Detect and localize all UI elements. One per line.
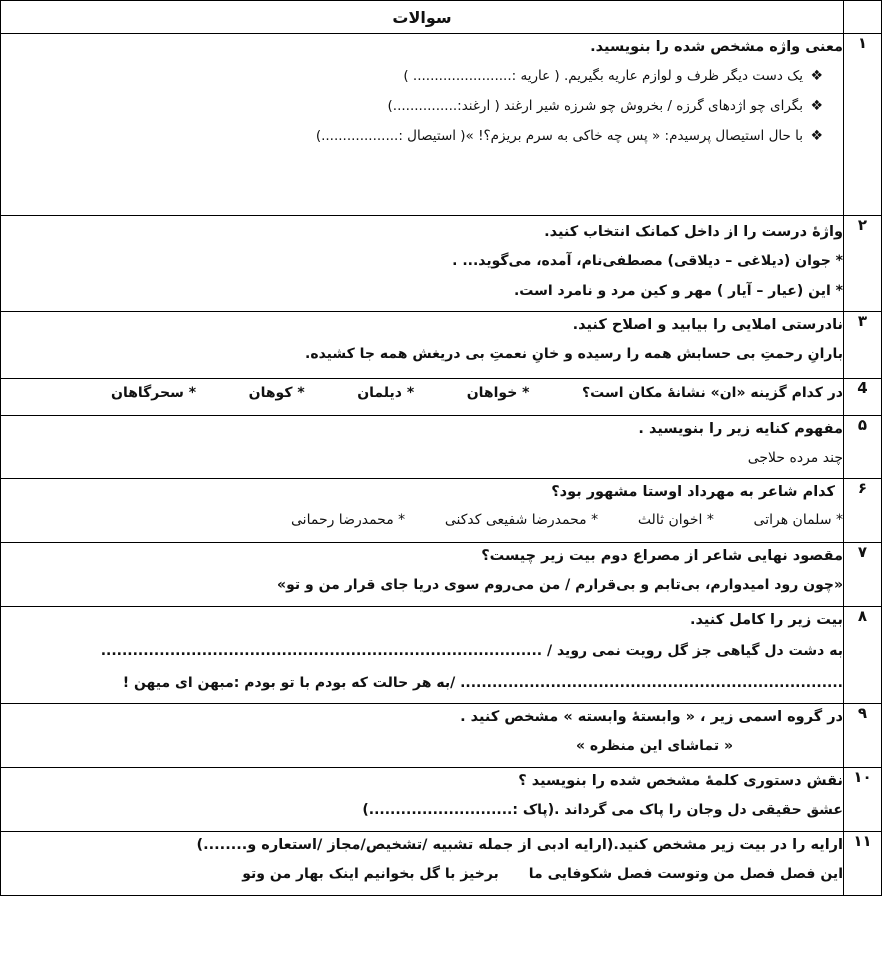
question-line: « تماشای این منظره »: [576, 738, 733, 754]
option-2: * اخوان ثالث: [637, 512, 714, 528]
header-row: [1, 1, 882, 34]
question-number: ۷: [844, 543, 882, 607]
item-text: یک دست دیگر ظرف و لوازم عاریه بگیریم. ( عاریه :....................... ): [403, 68, 803, 84]
option-4: * محمدرضا رحمانی: [291, 512, 406, 528]
question-number: 4: [844, 379, 882, 416]
list-item: [1, 61, 843, 91]
question-title: نادرستی املایی را بیابید و اصلاح کنید.: [572, 317, 843, 333]
option-2: * دیلمان: [357, 385, 415, 401]
question-row-11: [1, 832, 882, 896]
options-row: [1, 506, 843, 534]
verse-line-1: به دشت دل گیاهی جز گل رویت نمی روید / ...................................................................................: [100, 643, 843, 659]
question-title: ارایه را در بیت زیر مشخص کنید.(ارایه ادبی از جمله تشبیه /تشخیص/مجاز /استعاره و........): [196, 837, 843, 853]
question-row-4: [1, 379, 882, 416]
question-body: [1, 416, 844, 479]
verse-part-2: برخیز با گل بخوانیم اینک بهار من وتو: [242, 866, 499, 882]
option-1: * سلمان هراتی: [753, 512, 843, 528]
question-title: در گروه اسمی زیر ، « وابستۀ وابسته » مشخص کنید .: [460, 709, 843, 725]
question-line: بارانِ رحمتِ بی حسابش همه را رسیده و خانِ نعمتِ بی دریغش همه جا کشیده.: [305, 346, 843, 362]
question-title: بیت زیر را کامل کنید.: [690, 612, 843, 628]
question-body: [1, 379, 844, 416]
option-3: * کوهان: [248, 385, 305, 401]
question-body: [1, 704, 844, 768]
question-title: کدام شاعر به مهرداد اوستا مشهور بود؟: [551, 484, 835, 500]
header-number-cell: [844, 1, 882, 34]
question-number: ۲: [844, 216, 882, 312]
page-title: سوالات: [1, 1, 844, 34]
options-row: [1, 379, 843, 407]
question-line: چند مرده حلاجی: [747, 450, 843, 466]
verse-line-2: ........................................................................ /به هر حالت که بودم با تو بودم :مبهن ای میهن !: [122, 675, 843, 691]
question-title: مفهوم کنایه زیر را بنویسید .: [638, 421, 843, 437]
question-number: ۵: [844, 416, 882, 479]
question-title: در کدام گزینه «ان» نشانۀ مکان است؟: [582, 385, 843, 401]
question-line: «چون رود امیدوارم، بی‌تابم و بی‌قرارم / من می‌روم سوی دریا جای قرار من و تو»: [277, 577, 843, 593]
list-item: [1, 91, 843, 121]
question-row-2: [1, 216, 882, 312]
question-number: ۶: [844, 479, 882, 543]
question-body: [1, 479, 844, 543]
question-number: ۱۱: [844, 832, 882, 896]
verse-row: [1, 859, 843, 889]
question-number: ۳: [844, 312, 882, 379]
diamond-bullet-icon: ❖: [810, 128, 823, 144]
question-body: [1, 543, 844, 607]
question-number: ۱۰: [844, 768, 882, 832]
question-body: [1, 216, 844, 312]
list-item: [1, 121, 843, 151]
question-row-3: [1, 312, 882, 379]
question-row-5: [1, 416, 882, 479]
question-row-10: [1, 768, 882, 832]
diamond-bullet-icon: ❖: [810, 68, 823, 84]
question-row-8: [1, 607, 882, 704]
option-1: * خواهان: [466, 385, 530, 401]
verse-part-1: این فصل فصل من وتوست فصل شکوفایی ما: [528, 866, 843, 882]
option-4: * سحرگاهان: [111, 385, 197, 401]
question-line: * جوان (دیلاغی – دیلاقی) مصطفی‌نام، آمده، می‌گوید... .: [452, 253, 843, 269]
question-number: ۸: [844, 607, 882, 704]
question-title: مقصود نهایی شاعر از مصراع دوم بیت زیر چیست؟: [481, 548, 843, 564]
option-3: * محمدرضا شفیعی کدکنی: [444, 512, 599, 528]
question-title: واژۀ درست را از داخل کمانک انتخاب کنید.: [544, 224, 843, 240]
question-row-6: [1, 479, 882, 543]
diamond-bullet-icon: ❖: [810, 98, 823, 114]
question-body: [1, 607, 844, 704]
question-body: [1, 832, 844, 896]
question-number: ۱: [844, 34, 882, 216]
question-line: * این (عیار – آیار ) مهر و کین مرد و نامرد است.: [513, 283, 843, 299]
question-number: ۹: [844, 704, 882, 768]
question-body: [1, 312, 844, 379]
item-text: با حال استیصال پرسیدم: « پس چه خاکی به سرم بریزم؟! »( استیصال :..................): [315, 128, 803, 144]
question-body: [1, 768, 844, 832]
question-title: نقش دستوری کلمۀ مشخص شده را بنویسید ؟: [518, 773, 843, 789]
question-title: معنی واژه مشخص شده را بنویسید.: [590, 39, 843, 55]
question-row-7: [1, 543, 882, 607]
question-row-9: [1, 704, 882, 768]
item-text: بگرای چو اژدهای گرزه / بخروش چو شرزه شیر ارغند ( ارغند:...............): [387, 98, 803, 114]
question-line: عشق حقیقی دل وجان را پاک می گرداند .(پاک :...........................): [362, 802, 843, 818]
question-body: [1, 34, 844, 216]
question-row-1: [1, 34, 882, 216]
